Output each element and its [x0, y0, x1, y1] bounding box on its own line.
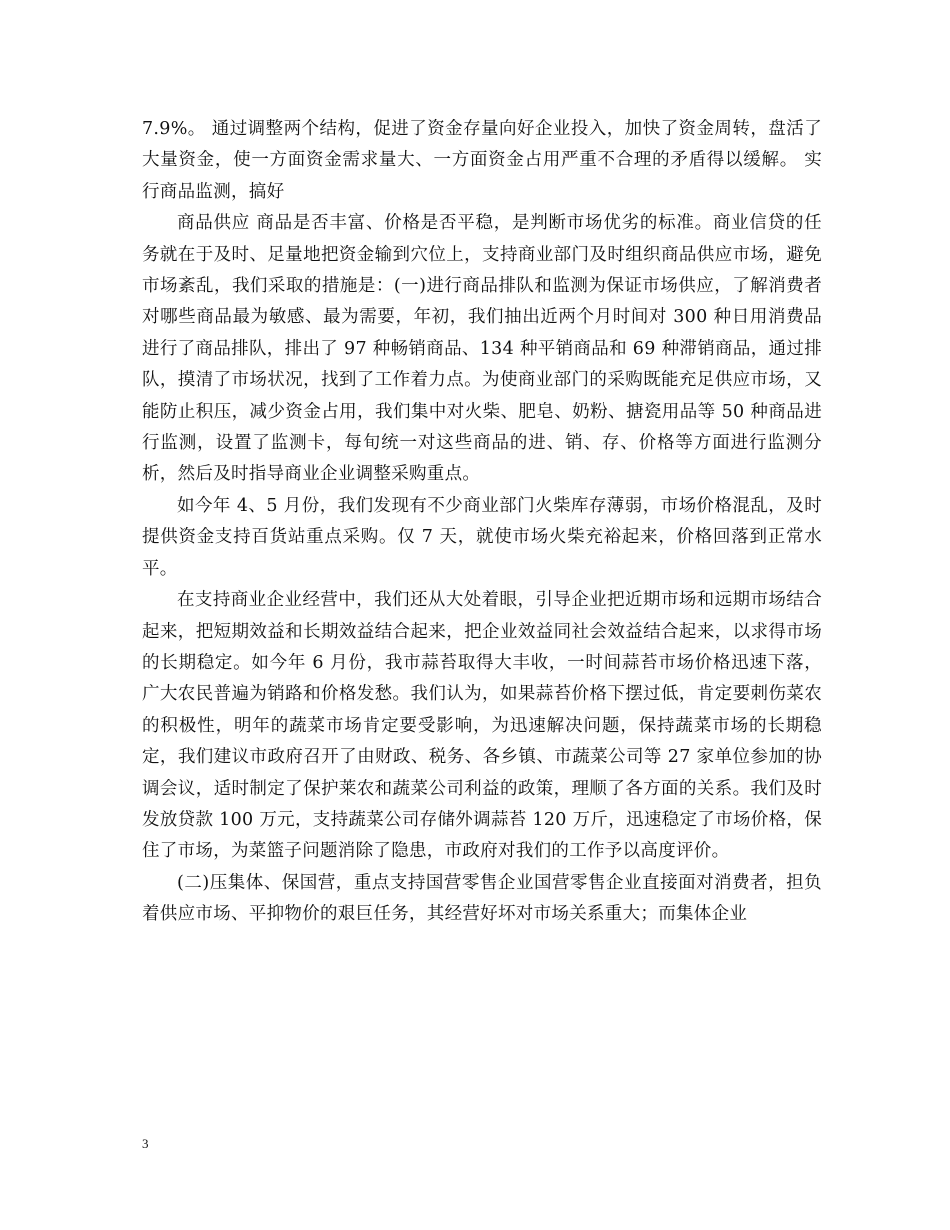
paragraph-2: 商品供应 商品是否丰富、价格是否平稳，是判断市场优劣的标准。商业信贷的任务就在于及时、足量地把资金输到穴位上，支持商业部门及时组织商品供应市场，避免市场紊乱，我们采取的措施是：(一)进行商品排队和监测为保证市场供应，了解消费者对哪些商品最为敏感、最为需要，年初，我们抽出近两个月时间对 300 种日用消费品进行了商品排队，排出了 97 种畅销商品、134 种平销商品和 69 种滞销商品，通过排队，摸清了市场状况，找到了工作着力点。为使商业部门的采购既能充足供应市场，又能防止积压，减少资金占用，我们集中对火柴、肥皂、奶粉、搪瓷用品等 50 种商品进行监测，设置了监测卡，每旬统一对这些商品的进、销、存、价格等方面进行监测分析，然后及时指导商业企业调整采购重点。: [142, 213, 822, 485]
paragraph-3: 如今年 4、5 月份，我们发现有不少商业部门火柴库存薄弱，市场价格混乱，及时提供资金支持百货站重点采购。仅 7 天，就使市场火柴充裕起来，价格回落到正常水平。: [142, 495, 822, 579]
page-number: 3: [142, 1136, 149, 1151]
paragraph-4: 在支持商业企业经营中，我们还从大处着眼，引导企业把近期市场和远期市场结合起来，把短期效益和长期效益结合起来，把企业效益同社会效益结合起来，以求得市场的长期稳定。如今年 6 月份，我市蒜苔取得大丰收，一时间蒜苔市场价格迅速下落，广大农民普遍为销路和价格发愁。我们认为，如果蒜苔价格下摆过低，肯定要刺伤菜农的积极性，明年的蔬菜市场肯定要受影响，为迅速解决问题，保持蔬菜市场的长期稳定，我们建议市政府召开了由财政、税务、各乡镇、市蔬菜公司等 27 家单位参加的协调会议，适时制定了保护莱农和蔬菜公司利益的政策，理顺了各方面的关系。我们及时发放贷款 100 万元，支持蔬菜公司存储外调蒜苔 120 万斤，迅速稳定了市场价格，保住了市场，为菜篮子问题消除了隐患，市政府对我们的工作予以高度评价。: [142, 590, 822, 862]
body-text: [142, 114, 822, 931]
paragraph-1: 7.9%。 通过调整两个结构，促进了资金存量向好企业投入，加快了资金周转，盘活了大量资金，使一方面资金需求量大、一方面资金占用严重不合理的矛盾得以缓解。 实行商品监测，搞好: [142, 119, 822, 202]
paragraph-5: (二)压集体、保国营，重点支持国营零售企业国营零售企业直接面对消费者，担负着供应市场、平抑物价的艰巨任务，其经营好坏对市场关系重大；而集体企业: [142, 872, 822, 925]
